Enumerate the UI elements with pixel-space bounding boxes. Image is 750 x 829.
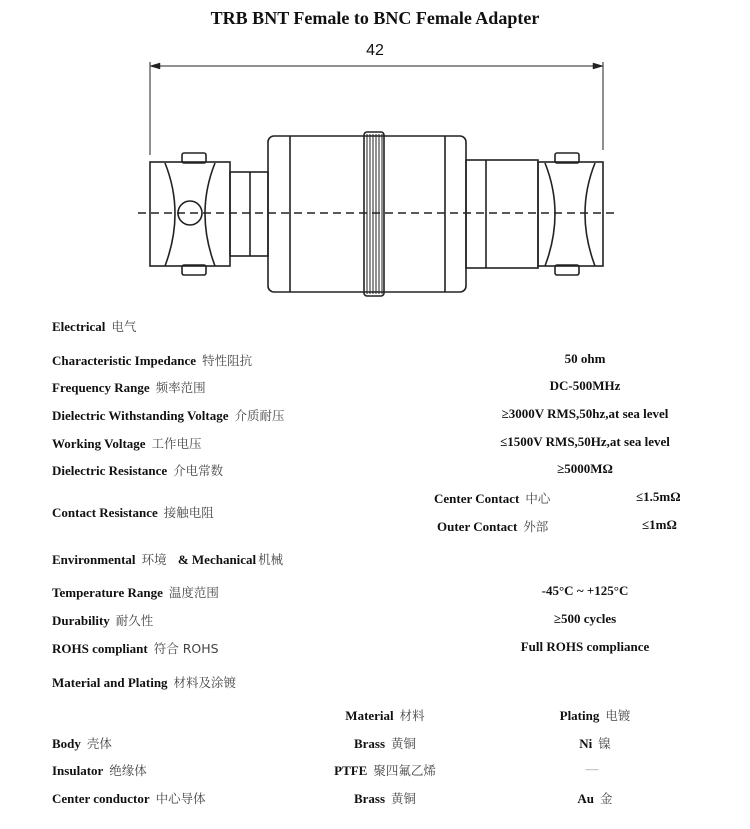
material-header-row — [0, 706, 750, 726]
spec-value: ≥3000V RMS,50hz,at sea level — [501, 406, 669, 421]
spec-value: ≤1.5mΩ — [636, 489, 681, 504]
spec-value: 50 ohm — [564, 351, 606, 366]
page-title: TRB BNT Female to BNC Female Adapter — [210, 8, 540, 28]
material-row: Body 壳体 Brass 黄铜 Ni 镍 — [52, 736, 611, 751]
spec-row: ROHS compliant 符合 ROHS Full ROHS compliance — [0, 639, 750, 659]
section-electrical: Electrical 电气 — [52, 319, 137, 334]
dimension-label: 42 — [366, 42, 384, 59]
section-material: Material and Plating 材料及涂镀 — [52, 675, 237, 690]
spec-value: -45°C ~ +125°C — [541, 583, 629, 598]
spec-row: Durability 耐久性 ≥500 cycles — [0, 611, 750, 631]
contact-resistance-row: Contact Resistance 接触电阻 — [52, 505, 214, 520]
spec-value: DC-500MHz — [549, 378, 621, 393]
plating-header: Plating 电镀 — [559, 708, 631, 723]
spec-row: Characteristic Impedance 特性阻抗 50 ohm — [0, 351, 750, 371]
adapter-drawing — [0, 0, 750, 310]
spec-value: ≤1500V RMS,50Hz,at sea level — [500, 434, 670, 449]
spec-row: Frequency Range 频率范围 DC-500MHz — [0, 378, 750, 398]
material-row: Center conductor 中心导体 Brass 黄铜 Au 金 — [52, 791, 613, 806]
material-row: Insulator 绝缘体 PTFE 聚四氟乙烯 — — [52, 761, 599, 778]
spec-row: Temperature Range 温度范围 -45°C ~ +125°C — [0, 583, 750, 603]
material-header: Material 材料 — [345, 708, 425, 723]
section-environmental: Environmental 环境 & Mechanical 机械 — [52, 552, 284, 567]
spec-value: ≥500 cycles — [553, 611, 617, 626]
spec-value: ≥5000MΩ — [557, 461, 613, 476]
outer-contact-row: Outer Contact 外部 ≤1mΩ — [437, 517, 677, 534]
spec-row: Working Voltage 工作电压 ≤1500V RMS,50Hz,at sea level — [0, 434, 750, 454]
spec-value: Full ROHS compliance — [520, 639, 650, 654]
spec-row: Dielectric Resistance 介电常数 ≥5000MΩ — [0, 461, 750, 481]
center-contact-row: Center Contact 中心 ≤1.5mΩ — [434, 489, 681, 506]
spec-row: Dielectric Withstanding Voltage 介质耐压 ≥3000V RMS,50hz,at sea level — [0, 406, 750, 426]
spec-value: ≤1mΩ — [642, 517, 677, 532]
